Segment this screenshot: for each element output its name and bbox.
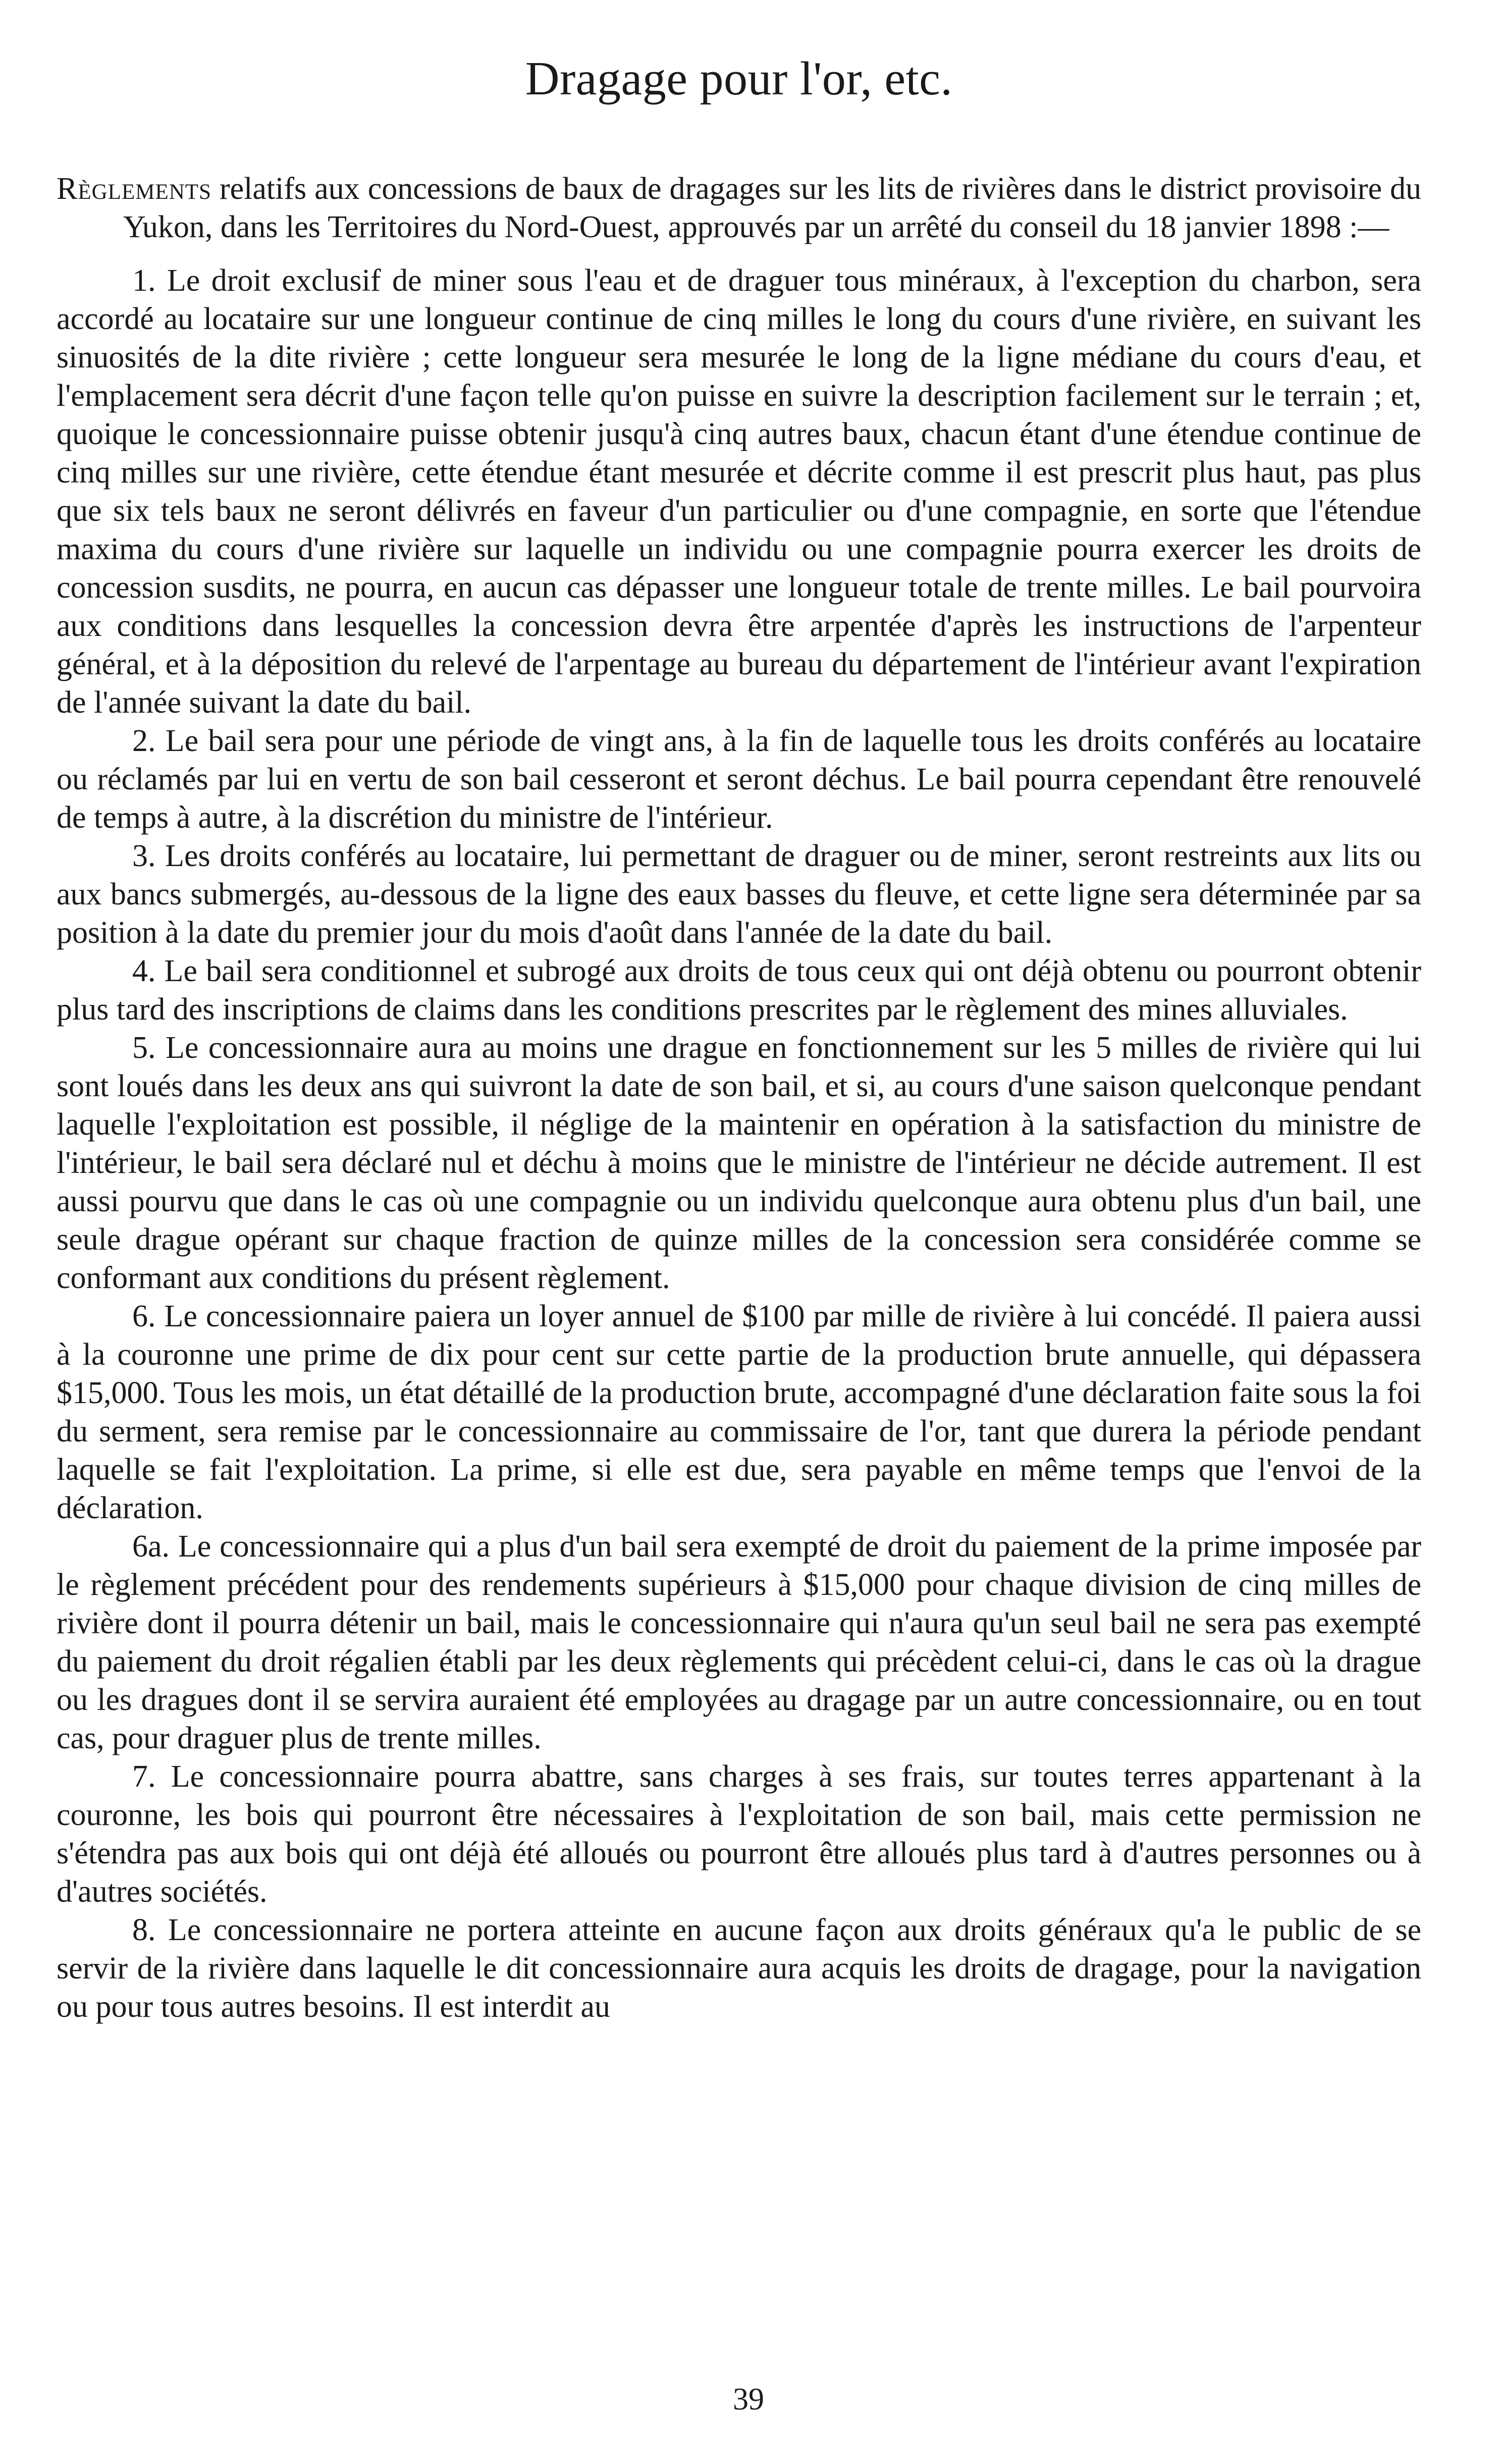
paragraph-text: Le droit exclusif de miner sous l'eau et de draguer tous minéraux, à l'exception du charbon, sera accordé au locataire sur une longueur continue de cinq milles le long du cours d'une rivière, en suivant les sinuosités de la dite rivière ; cette longueur sera mesurée le long de la ligne médiane du cours d'eau, et l'emplacement sera décrit d'une façon telle qu'on puisse en suivre la description facilement sur le terrain ; et, quoique le concessionnaire puisse obtenir jusqu'à cinq autres baux, chacun étant d'une étendue continue de cinq milles sur une rivière, cette étendue étant mesurée et décrite comme il est prescrit plus haut, pas plus que six tels baux ne seront délivrés en faveur d'un particulier ou d'une compagnie, en sorte que l'étendue maxima du cours d'une rivière sur laquelle un individu ou une compagnie pourra exercer les droits de concession susdits, ne pourra, en aucun cas dépasser une longueur totale de trente milles. Le bail pourvoira aux conditions dans lesquelles la concession devra être arpentée d'après les instructions de l'arpenteur général, et à la déposition du relevé de l'arpentage au bureau du département de l'intérieur avant l'expiration de l'année suivant la date du bail. bbox=[57, 263, 1421, 720]
paragraph-number: 5. bbox=[132, 1031, 156, 1065]
paragraph-text: Le concessionnaire aura au moins une drague en fonctionnement sur les 5 milles de rivière qui lui sont loués dans les deux ans qui suivront la date de son bail, et si, au cours d'une saison quelconque pendant laquelle l'exploitation est possible, il néglige de la maintenir en opération à la satisfaction du ministre de l'intérieur, le bail sera déclaré nul et déchu à moins que le ministre de l'intérieur ne décide autrement. Il est aussi pourvu que dans le cas où une compagnie ou un individu quelconque aura obtenu plus d'un bail, une seule drague opérant sur chaque fraction de quinze milles de la concession sera considérée comme se conformant aux conditions du présent règlement. bbox=[57, 1031, 1421, 1295]
paragraph-text: Le concessionnaire qui a plus d'un bail sera exempté de droit du paiement de la prime imposée par le règlement précédent pour des rendements supérieurs à $15,000 pour chaque division de cinq milles de rivière dont il pourra détenir un bail, mais le concessionnaire qui n'aura qu'un seul bail ne sera pas exempté du paiement du droit régalien établi par les deux règlements qui précèdent celui-ci, dans le cas où la drague ou les dragues dont il se servira auraient été employées au dragage par un autre concessionnaire, ou en tout cas, pour draguer plus de trente milles. bbox=[57, 1529, 1421, 1755]
intro-text: relatifs aux concessions de baux de dragages sur les lits de rivières dans le district provisoire du Yukon, dans les Territoires du Nord-Ouest, approuvés par un arrêté du conseil du 18 janvier 1898 :— bbox=[123, 172, 1421, 244]
paragraph-6 bbox=[57, 1297, 1421, 1527]
intro-lead: Règlements bbox=[57, 172, 211, 206]
paragraph-number: 7. bbox=[132, 1759, 156, 1794]
paragraph-number: 2. bbox=[132, 724, 156, 758]
paragraph-3 bbox=[57, 837, 1421, 952]
paragraph-7 bbox=[57, 1757, 1421, 1911]
paragraph-text: Les droits conférés au locataire, lui permettant de draguer ou de miner, seront restreints aux lits ou aux bancs submergés, au-dessous de la ligne des eaux basses du fleuve, et cette ligne sera déterminée par sa position à la date du premier jour du mois d'août dans l'année de la date du bail. bbox=[57, 839, 1421, 950]
paragraph-number: 1. bbox=[132, 263, 156, 298]
paragraph-5 bbox=[57, 1029, 1421, 1297]
paragraph-6a bbox=[57, 1527, 1421, 1757]
page-title: Dragage pour l'or, etc. bbox=[525, 52, 953, 105]
paragraph-2 bbox=[57, 722, 1421, 837]
paragraph-text: Le bail sera conditionnel et subrogé aux droits de tous ceux qui ont déjà obtenu ou pourront obtenir plus tard des inscriptions de claims dans les conditions prescrites par le règlement des mines alluviales. bbox=[57, 954, 1421, 1027]
paragraph-text: Le concessionnaire pourra abattre, sans charges à ses frais, sur toutes terres appartenant à la couronne, les bois qui pourront être nécessaires à l'exploitation de son bail, mais cette permission ne s'étendra pas aux bois qui ont déjà été alloués ou pourront être alloués plus tard à d'autres personnes ou à d'autres sociétés. bbox=[57, 1759, 1421, 1909]
paragraph-number: 8. bbox=[132, 1913, 156, 1947]
paragraph-number: 4. bbox=[132, 954, 156, 988]
paragraph-text: Le concessionnaire paiera un loyer annuel de $100 par mille de rivière à lui concédé. Il paiera aussi à la couronne une prime de dix pour cent sur cette partie de la production brute annuelle, qui dépassera $15,000. Tous les mois, un état détaillé de la production brute, accompagné d'une déclaration faite sous la foi du serment, sera remise par le concessionnaire au commissaire de l'or, tant que durera la période pendant laquelle se fait l'exploitation. La prime, si elle est due, sera payable en même temps que l'envoi de la déclaration. bbox=[57, 1299, 1421, 1525]
paragraph-number: 6. bbox=[132, 1299, 156, 1333]
paragraph-4 bbox=[57, 952, 1421, 1029]
paragraph-number: 6a. bbox=[132, 1529, 170, 1564]
paragraph-number: 3. bbox=[132, 839, 156, 873]
paragraph-text: Le bail sera pour une période de vingt ans, à la fin de laquelle tous les droits conférés au locataire ou réclamés par lui en vertu de son bail cesseront et seront déchus. Le bail pourra cependant être renouvelé de temps à autre, à la discrétion du ministre de l'intérieur. bbox=[57, 724, 1421, 835]
paragraph-text: Le concessionnaire ne portera atteinte en aucune façon aux droits généraux qu'a le public de se servir de la rivière dans laquelle le dit concessionnaire aura acquis les droits de dragage, pour la navigation ou pour tous autres besoins. Il est interdit au bbox=[57, 1913, 1421, 2024]
paragraph-8 bbox=[57, 1911, 1421, 2026]
page-number: 39 bbox=[733, 2382, 764, 2417]
paragraph-1 bbox=[57, 261, 1421, 722]
intro-paragraph bbox=[57, 170, 1421, 246]
